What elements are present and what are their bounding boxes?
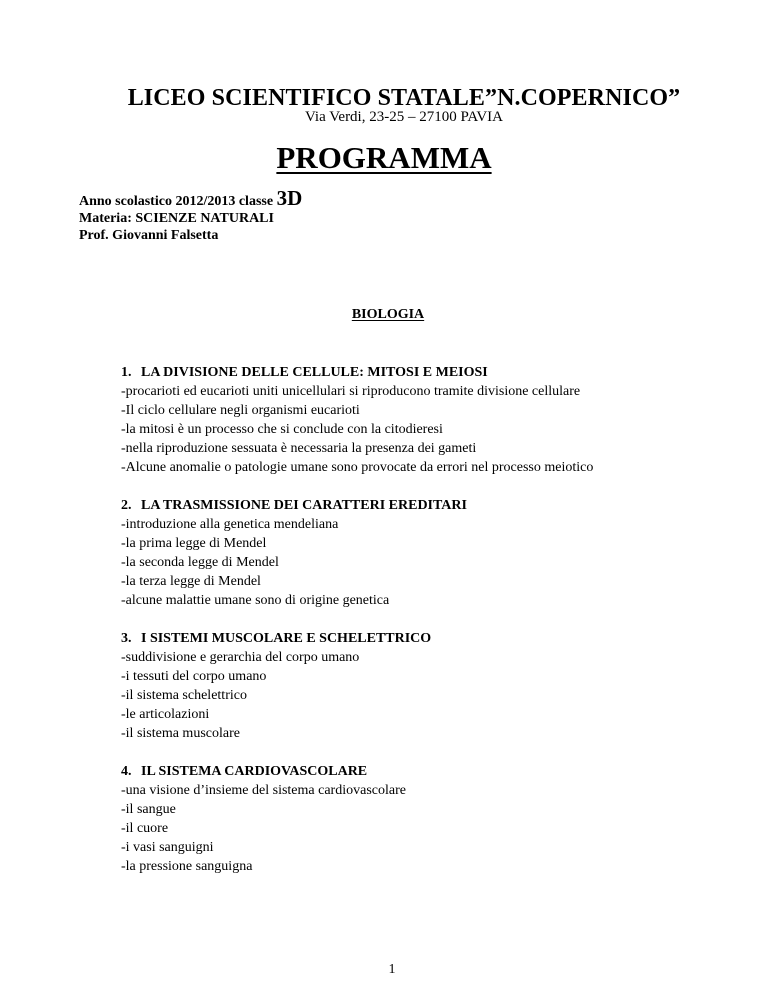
topic-title <box>121 629 721 648</box>
topic-title-text: LA DIVISIONE DELLE CELLULE: MITOSI E MEIOSI <box>141 365 488 380</box>
teacher-line: Prof. Giovanni Falsetta <box>79 228 219 243</box>
topic-title <box>121 496 721 515</box>
topic-item: -suddivisione e gerarchia del corpo umano <box>121 650 360 665</box>
topic-number: 1. <box>121 365 132 380</box>
topic-item: -il cuore <box>121 821 169 836</box>
document-title: PROGRAMMA <box>276 140 492 175</box>
topic-item: -la prima legge di Mendel <box>121 536 267 551</box>
topic-title <box>121 363 721 382</box>
class-value: 3D <box>276 186 303 210</box>
subject-line: Materia: SCIENZE NATURALI <box>79 211 274 226</box>
school-year-label: Anno scolastico 2012/2013 classe <box>79 194 277 209</box>
topic-item: -il sistema schelettrico <box>121 688 247 703</box>
topic-item: -la mitosi è un processo che si conclude con la citodieresi <box>121 422 443 437</box>
topic-item: -Alcune anomalie o patologie umane sono provocate da errori nel processo meiotico <box>121 460 594 475</box>
topic-item: -la seconda legge di Mendel <box>121 555 279 570</box>
topic-title-text: IL SISTEMA CARDIOVASCOLARE <box>141 764 368 779</box>
topic-item: -le articolazioni <box>121 707 210 722</box>
topic-item: -il sangue <box>121 802 176 817</box>
school-address: Via Verdi, 23-25 – 27100 PAVIA <box>305 109 503 125</box>
topic-item: -la pressione sanguigna <box>121 859 253 874</box>
topic-block <box>121 363 721 477</box>
topic-title-text: LA TRASMISSIONE DEI CARATTERI EREDITARI <box>141 498 467 513</box>
topic-title <box>121 762 721 781</box>
topic-title-text: I SISTEMI MUSCOLARE E SCHELETTRICO <box>141 631 432 646</box>
topic-number: 3. <box>121 631 132 646</box>
document-meta <box>79 186 303 244</box>
school-year-row <box>79 186 303 210</box>
topic-block <box>121 496 721 610</box>
topic-list <box>121 363 721 895</box>
topic-block <box>121 629 721 743</box>
topic-item: -il sistema muscolare <box>121 726 240 741</box>
topic-number: 2. <box>121 498 132 513</box>
section-heading: BIOLOGIA <box>351 307 425 322</box>
topic-block <box>121 762 721 876</box>
page-number: 1 <box>388 962 396 977</box>
topic-item: -Il ciclo cellulare negli organismi eucarioti <box>121 403 360 418</box>
topic-item: -alcune malattie umane sono di origine genetica <box>121 593 390 608</box>
topic-item: -introduzione alla genetica mendeliana <box>121 517 339 532</box>
school-name: LICEO SCIENTIFICO STATALE”N.COPERNICO” <box>127 85 681 111</box>
topic-number: 4. <box>121 764 132 779</box>
topic-item: -procarioti ed eucarioti uniti unicellulari si riproducono tramite divisione cellulare <box>121 384 581 399</box>
topic-item: -nella riproduzione sessuata è necessaria la presenza dei gameti <box>121 441 477 456</box>
topic-item: -i tessuti del corpo umano <box>121 669 267 684</box>
topic-item: -i vasi sanguigni <box>121 840 214 855</box>
topic-item: -la terza legge di Mendel <box>121 574 261 589</box>
topic-item: -una visione d’insieme del sistema cardiovascolare <box>121 783 406 798</box>
